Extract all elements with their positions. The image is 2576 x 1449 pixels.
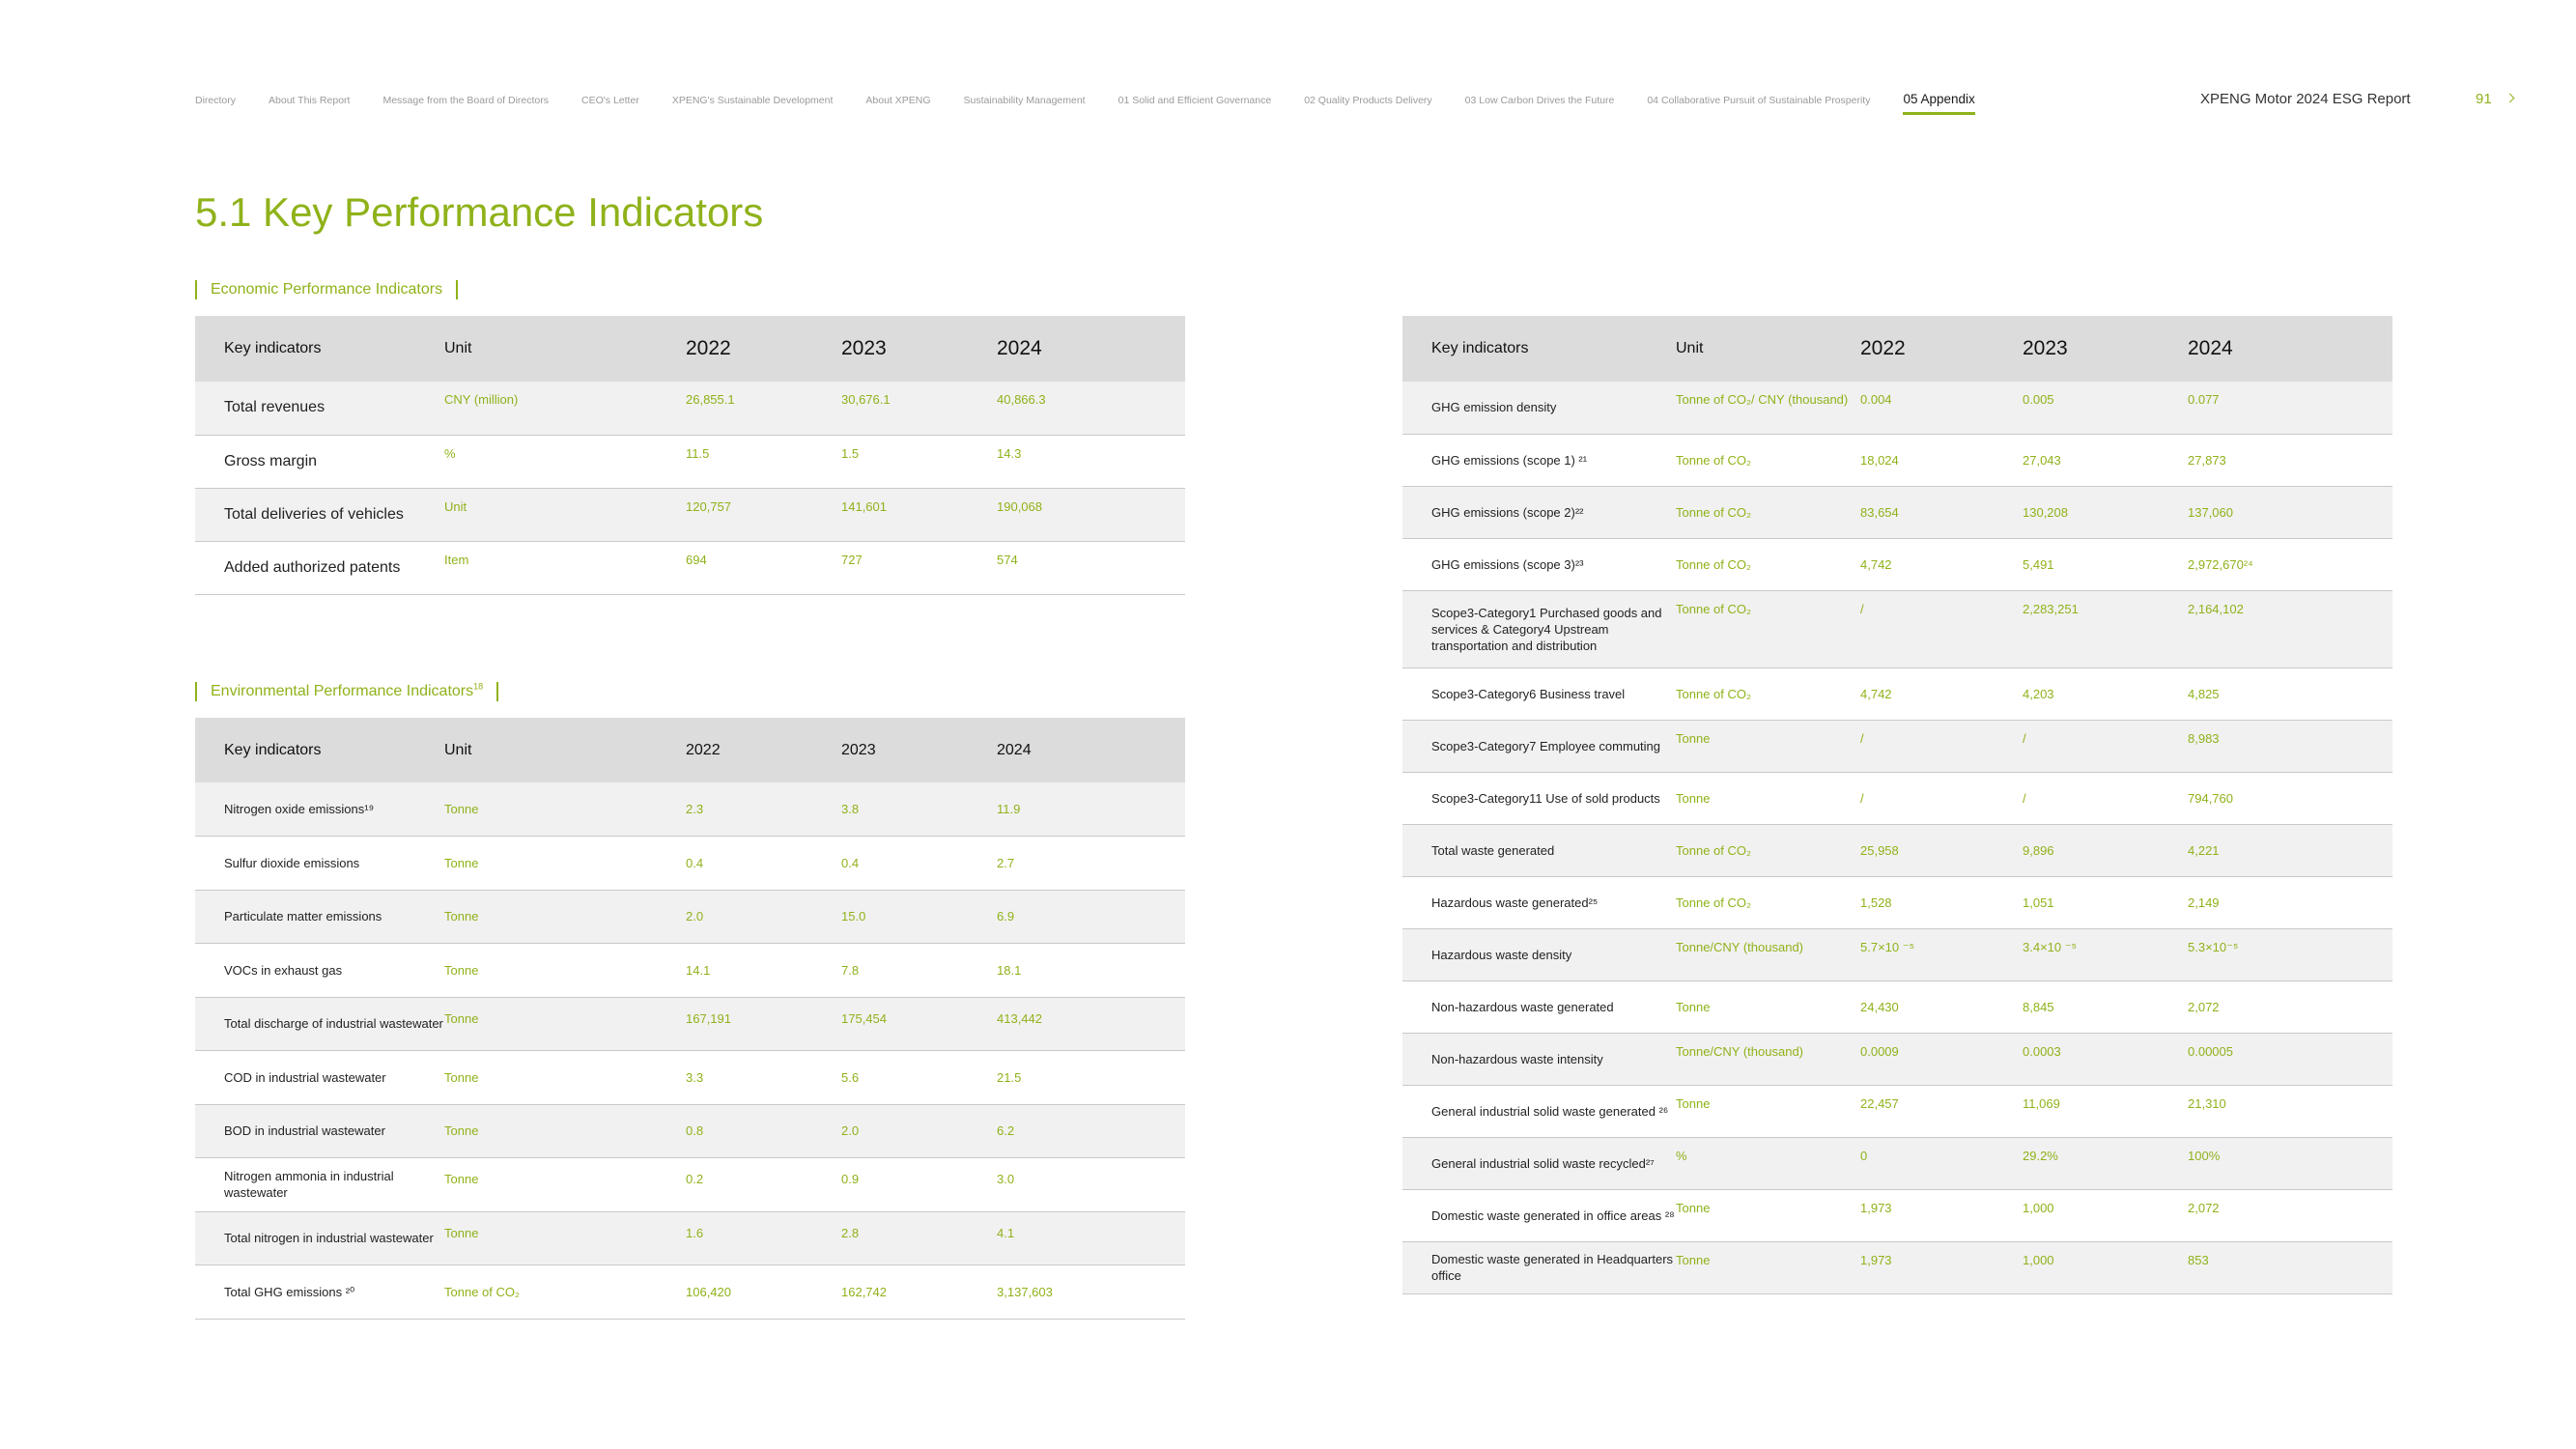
value-cell: 574 (997, 541, 1185, 594)
unit-cell: Tonne (444, 997, 686, 1051)
value-cell: 15.0 (841, 890, 997, 944)
table-header-row (195, 316, 1185, 382)
ghg-waste-indicators-table (1402, 316, 2392, 1294)
footnote-ref: 18 (473, 681, 484, 692)
col-header-unit: Unit (1676, 316, 1860, 382)
unit-cell: Tonne (1676, 772, 1860, 824)
value-cell: 2.0 (686, 890, 841, 944)
value-cell: 0.0009 (1860, 1033, 2023, 1085)
value-cell: 11,069 (2023, 1085, 2188, 1137)
value-cell: 0.8 (686, 1104, 841, 1158)
table-row (1402, 434, 2392, 486)
unit-cell: Tonne of CO₂ (1676, 668, 1860, 720)
table-row (1402, 824, 2392, 876)
indicator-cell: Hazardous waste generated²⁵ (1402, 876, 1676, 928)
value-cell: 130,208 (2023, 486, 2188, 538)
unit-cell: Tonne (444, 1104, 686, 1158)
unit-cell: Tonne/CNY (thousand) (1676, 928, 1860, 980)
indicator-cell: GHG emissions (scope 3)²³ (1402, 538, 1676, 590)
value-cell: 21.5 (997, 1051, 1185, 1105)
unit-cell: Tonne (444, 890, 686, 944)
table-row (195, 1104, 1185, 1158)
indicator-cell: Total nitrogen in industrial wastewater (195, 1211, 444, 1265)
nav-item-governance[interactable]: 01 Solid and Efficient Governance (1118, 95, 1272, 106)
value-cell: 0.00005 (2188, 1033, 2392, 1085)
indicator-cell: Total revenues (195, 382, 444, 435)
nav-item-sustainability-management[interactable]: Sustainability Management (963, 95, 1086, 106)
value-cell: / (1860, 772, 2023, 824)
nav-item-quality-products[interactable]: 02 Quality Products Delivery (1304, 95, 1432, 106)
unit-cell: Tonne (1676, 720, 1860, 772)
table-row (1402, 928, 2392, 980)
value-cell: 141,601 (841, 488, 997, 541)
unit-cell: Tonne (1676, 1189, 1860, 1241)
value-cell: 18.1 (997, 944, 1185, 998)
value-cell: 22,457 (1860, 1085, 2023, 1137)
value-cell: 11.9 (997, 782, 1185, 837)
value-cell: 1.5 (841, 435, 997, 488)
unit-cell: Tonne (444, 1211, 686, 1265)
value-cell: 2.7 (997, 837, 1185, 891)
nav-item-directory[interactable]: Directory (195, 95, 237, 106)
value-cell: / (2023, 772, 2188, 824)
indicator-cell: Domestic waste generated in Headquarters office (1402, 1241, 1676, 1293)
table-row (1402, 980, 2392, 1033)
nav-item-collaborative-prosperity[interactable]: 04 Collaborative Pursuit of Sustainable Prosperity (1647, 95, 1871, 106)
value-cell: 40,866.3 (997, 382, 1185, 435)
col-header-indicator: Key indicators (195, 718, 444, 782)
col-header-indicator: Key indicators (1402, 316, 1676, 382)
indicator-cell: Particulate matter emissions (195, 890, 444, 944)
value-cell: 2,072 (2188, 980, 2392, 1033)
value-cell: 18,024 (1860, 434, 2023, 486)
indicator-cell: General industrial solid waste recycled²⁷ (1402, 1137, 1676, 1189)
unit-cell: Tonne/CNY (thousand) (1676, 1033, 1860, 1085)
value-cell: 0 (1860, 1137, 2023, 1189)
table-row (195, 1265, 1185, 1320)
value-cell: 4.1 (997, 1211, 1185, 1265)
col-header-2024: 2024 (997, 718, 1185, 782)
value-cell: 2,149 (2188, 876, 2392, 928)
value-cell: 3.8 (841, 782, 997, 837)
col-header-2022: 2022 (1860, 316, 2023, 382)
value-cell: 6.9 (997, 890, 1185, 944)
value-cell: 100% (2188, 1137, 2392, 1189)
indicator-cell: BOD in industrial wastewater (195, 1104, 444, 1158)
value-cell: 5,491 (2023, 538, 2188, 590)
indicator-cell: Sulfur dioxide emissions (195, 837, 444, 891)
table-row (1402, 1085, 2392, 1137)
indicator-cell: Total deliveries of vehicles (195, 488, 444, 541)
value-cell: 120,757 (686, 488, 841, 541)
value-cell: 190,068 (997, 488, 1185, 541)
table-row (1402, 486, 2392, 538)
report-title: XPENG Motor 2024 ESG Report (2200, 91, 2411, 107)
value-cell: 1,528 (1860, 876, 2023, 928)
economic-label-text: Economic Performance Indicators (211, 281, 443, 298)
value-cell: 794,760 (2188, 772, 2392, 824)
value-cell: 26,855.1 (686, 382, 841, 435)
col-header-2024: 2024 (2188, 316, 2392, 382)
value-cell: 4,203 (2023, 668, 2188, 720)
indicator-cell: GHG emission density (1402, 382, 1676, 434)
unit-cell: % (444, 435, 686, 488)
value-cell: 1,000 (2023, 1241, 2188, 1293)
col-header-2023: 2023 (841, 718, 997, 782)
unit-cell: Tonne (1676, 1085, 1860, 1137)
indicator-cell: Scope3-Category1 Purchased goods and services & Category4 Upstream transportation and distribution (1402, 590, 1676, 668)
nav-item-board-message[interactable]: Message from the Board of Directors (382, 95, 550, 106)
unit-cell: CNY (million) (444, 382, 686, 435)
indicator-cell: VOCs in exhaust gas (195, 944, 444, 998)
col-header-2023: 2023 (841, 316, 997, 382)
value-cell: 167,191 (686, 997, 841, 1051)
table-row (195, 1051, 1185, 1105)
value-cell: 162,742 (841, 1265, 997, 1320)
col-header-indicator: Key indicators (195, 316, 444, 382)
value-cell: 2.8 (841, 1211, 997, 1265)
value-cell: 106,420 (686, 1265, 841, 1320)
value-cell: 0.0003 (2023, 1033, 2188, 1085)
nav-item-sustainable-development[interactable]: XPENG's Sustainable Development (671, 95, 834, 106)
value-cell: 2,283,251 (2023, 590, 2188, 668)
indicator-cell: Added authorized patents (195, 541, 444, 594)
value-cell: 1.6 (686, 1211, 841, 1265)
value-cell: 24,430 (1860, 980, 2023, 1033)
value-cell: 9,896 (2023, 824, 2188, 876)
value-cell: 0.004 (1860, 382, 2023, 434)
table-row (195, 541, 1185, 594)
value-cell: 4,742 (1860, 668, 2023, 720)
table-row (195, 435, 1185, 488)
table-row (1402, 1189, 2392, 1241)
indicator-cell: General industrial solid waste generated ²⁶ (1402, 1085, 1676, 1137)
table-header-row (1402, 316, 2392, 382)
indicator-cell: Nitrogen oxide emissions¹⁹ (195, 782, 444, 837)
value-cell: 5.7×10 ⁻⁵ (1860, 928, 2023, 980)
indicator-cell: COD in industrial wastewater (195, 1051, 444, 1105)
table-row (195, 382, 1185, 435)
unit-cell: Tonne of CO₂ (1676, 590, 1860, 668)
unit-cell: Tonne (1676, 980, 1860, 1033)
table-header-row (195, 718, 1185, 782)
value-cell: 5.6 (841, 1051, 997, 1105)
value-cell: 1,973 (1860, 1241, 2023, 1293)
value-cell: 8,983 (2188, 720, 2392, 772)
value-cell: 8,845 (2023, 980, 2188, 1033)
value-cell: 14.3 (997, 435, 1185, 488)
col-header-unit: Unit (444, 316, 686, 382)
value-cell: / (1860, 720, 2023, 772)
value-cell: 2.3 (686, 782, 841, 837)
indicator-cell: Domestic waste generated in office areas ²⁸ (1402, 1189, 1676, 1241)
table-row (1402, 876, 2392, 928)
unit-cell: Tonne (444, 944, 686, 998)
indicator-cell: Gross margin (195, 435, 444, 488)
value-cell: 1,051 (2023, 876, 2188, 928)
value-cell: 4,742 (1860, 538, 2023, 590)
table-row (195, 890, 1185, 944)
value-cell: 2,164,102 (2188, 590, 2392, 668)
indicator-cell: GHG emissions (scope 2)²² (1402, 486, 1676, 538)
table-row (1402, 1033, 2392, 1085)
value-cell: 27,873 (2188, 434, 2392, 486)
indicator-cell: Total GHG emissions ²⁰ (195, 1265, 444, 1320)
col-header-2024: 2024 (997, 316, 1185, 382)
table-row (195, 837, 1185, 891)
value-cell: 1,000 (2023, 1189, 2188, 1241)
value-cell: 83,654 (1860, 486, 2023, 538)
economic-indicators-table (195, 316, 1185, 595)
value-cell: 175,454 (841, 997, 997, 1051)
value-cell: 0.4 (841, 837, 997, 891)
table-row (195, 997, 1185, 1051)
table-row (1402, 668, 2392, 720)
unit-cell: Tonne (444, 782, 686, 837)
value-cell: 25,958 (1860, 824, 2023, 876)
value-cell: 0.9 (841, 1158, 997, 1212)
unit-cell: Tonne of CO₂ (444, 1265, 686, 1320)
page-title: 5.1 Key Performance Indicators (195, 189, 764, 235)
table-row (1402, 538, 2392, 590)
top-navigation (195, 91, 2008, 110)
value-cell: 3.4×10 ⁻⁵ (2023, 928, 2188, 980)
value-cell: 7.8 (841, 944, 997, 998)
unit-cell: Item (444, 541, 686, 594)
table-row (1402, 720, 2392, 772)
value-cell: 0.4 (686, 837, 841, 891)
value-cell: 0.077 (2188, 382, 2392, 434)
nav-item-appendix[interactable]: 05 Appendix (1903, 92, 1974, 115)
nav-item-about-report[interactable]: About This Report (269, 95, 351, 106)
col-header-unit: Unit (444, 718, 686, 782)
unit-cell: Tonne (1676, 1241, 1860, 1293)
nav-item-about-xpeng[interactable]: About XPENG (865, 95, 931, 106)
unit-cell: Tonne of CO₂ (1676, 824, 1860, 876)
table-row (195, 944, 1185, 998)
value-cell: 29.2% (2023, 1137, 2188, 1189)
value-cell: 6.2 (997, 1104, 1185, 1158)
unit-cell: Tonne of CO₂ (1676, 876, 1860, 928)
value-cell: 3,137,603 (997, 1265, 1185, 1320)
value-cell: 3.3 (686, 1051, 841, 1105)
value-cell: 0.005 (2023, 382, 2188, 434)
table-row (195, 1211, 1185, 1265)
unit-cell: Tonne of CO₂ (1676, 486, 1860, 538)
unit-cell: % (1676, 1137, 1860, 1189)
value-cell: 4,825 (2188, 668, 2392, 720)
table-row (1402, 590, 2392, 668)
value-cell: / (2023, 720, 2188, 772)
value-cell: 14.1 (686, 944, 841, 998)
indicator-cell: Nitrogen ammonia in industrial wastewater (195, 1158, 444, 1212)
indicator-cell: Non-hazardous waste generated (1402, 980, 1676, 1033)
indicator-cell: Scope3-Category11 Use of sold products (1402, 772, 1676, 824)
table-row (1402, 1241, 2392, 1293)
indicator-cell: Scope3-Category7 Employee commuting (1402, 720, 1676, 772)
value-cell: 5.3×10⁻⁵ (2188, 928, 2392, 980)
indicator-cell: Scope3-Category6 Business travel (1402, 668, 1676, 720)
value-cell: 727 (841, 541, 997, 594)
table-row (1402, 382, 2392, 434)
page-number: 91 (2476, 91, 2492, 107)
unit-cell: Tonne of CO₂ (1676, 434, 1860, 486)
value-cell: 2,972,670²⁴ (2188, 538, 2392, 590)
indicator-cell: Non-hazardous waste intensity (1402, 1033, 1676, 1085)
indicator-cell: GHG emissions (scope 1) ²¹ (1402, 434, 1676, 486)
table-row (195, 782, 1185, 837)
unit-cell: Tonne (444, 1051, 686, 1105)
value-cell: 853 (2188, 1241, 2392, 1293)
unit-cell: Tonne (444, 837, 686, 891)
value-cell: / (1860, 590, 2023, 668)
unit-cell: Tonne (444, 1158, 686, 1212)
indicator-cell: Total discharge of industrial wastewater (195, 997, 444, 1051)
value-cell: 413,442 (997, 997, 1185, 1051)
value-cell: 3.0 (997, 1158, 1185, 1212)
value-cell: 30,676.1 (841, 382, 997, 435)
value-cell: 11.5 (686, 435, 841, 488)
table-row (195, 1158, 1185, 1212)
table-row (195, 488, 1185, 541)
unit-cell: Tonne of CO₂ (1676, 538, 1860, 590)
nav-item-low-carbon[interactable]: 03 Low Carbon Drives the Future (1464, 95, 1615, 106)
indicator-cell: Total waste generated (1402, 824, 1676, 876)
value-cell: 21,310 (2188, 1085, 2392, 1137)
chevron-right-icon[interactable] (2505, 92, 2519, 107)
value-cell: 27,043 (2023, 434, 2188, 486)
col-header-2022: 2022 (686, 718, 841, 782)
unit-cell: Unit (444, 488, 686, 541)
value-cell: 694 (686, 541, 841, 594)
table-row (1402, 1137, 2392, 1189)
value-cell: 1,973 (1860, 1189, 2023, 1241)
value-cell: 4,221 (2188, 824, 2392, 876)
environmental-label-text: Environmental Performance Indicators (211, 683, 474, 699)
nav-item-ceo-letter[interactable]: CEO's Letter (581, 95, 639, 106)
indicator-cell: Hazardous waste density (1402, 928, 1676, 980)
value-cell: 137,060 (2188, 486, 2392, 538)
table-row (1402, 772, 2392, 824)
value-cell: 2.0 (841, 1104, 997, 1158)
value-cell: 2,072 (2188, 1189, 2392, 1241)
economic-section-label (195, 280, 458, 299)
col-header-2023: 2023 (2023, 316, 2188, 382)
environmental-section-label (195, 682, 498, 701)
value-cell: 0.2 (686, 1158, 841, 1212)
unit-cell: Tonne of CO₂/ CNY (thousand) (1676, 382, 1860, 434)
col-header-2022: 2022 (686, 316, 841, 382)
environmental-indicators-table (195, 718, 1185, 1320)
